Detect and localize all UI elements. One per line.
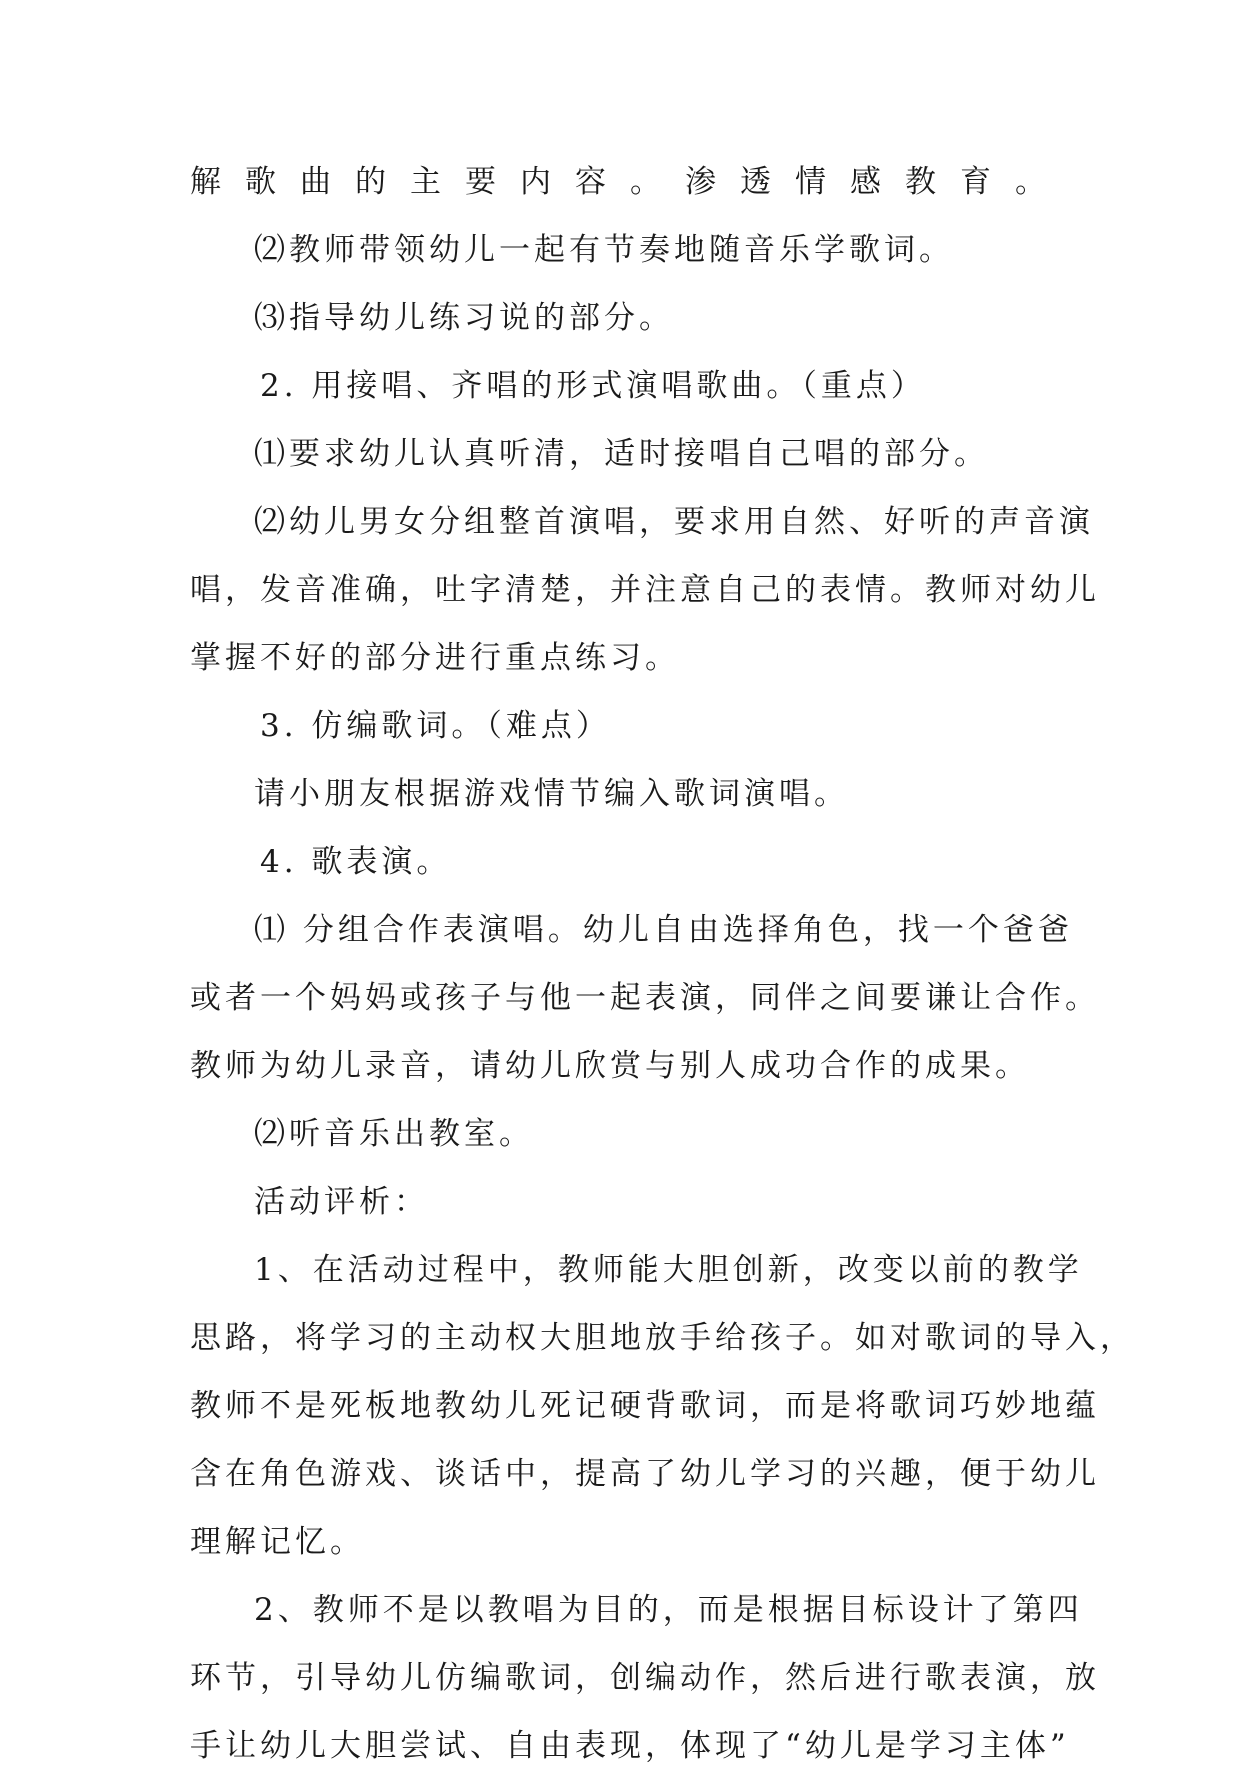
paragraph-line: 2、教师不是以教唱为目的，而是根据目标设计了第四 (254, 1592, 1083, 1628)
list-item-line: ⑴ 分组合作表演唱。幼儿自由选择角色，找一个爸爸 (254, 912, 1073, 948)
paragraph-line: 思路，将学习的主动权大胆地放手给孩子。如对歌词的导入， (190, 1320, 1135, 1356)
subheading: 活动评析： (254, 1184, 429, 1220)
paragraph-line: 理解记忆。 (190, 1524, 365, 1560)
document-body (190, 160, 1135, 1792)
paragraph-line: 含在角色游戏、谈话中，提高了幼儿学习的兴趣，便于幼儿 (190, 1456, 1100, 1492)
paragraph-line: 掌握不好的部分进行重点练习。 (190, 640, 680, 676)
paragraph-line: 环节，引导幼儿仿编歌词，创编动作，然后进行歌表演，放 (190, 1660, 1100, 1696)
list-item-line: ⑵幼儿男女分组整首演唱，要求用自然、好听的声音演 (254, 504, 1094, 540)
paragraph-line: 解歌曲的主要内容。渗透情感教育。 (190, 164, 1050, 200)
paragraph-line: 教师不是死板地教幼儿死记硬背歌词，而是将歌词巧妙地蕴 (190, 1388, 1100, 1424)
list-item-line: ⑴要求幼儿认真听清，适时接唱自己唱的部分。 (254, 436, 989, 472)
list-item-line: ⑶指导幼儿练习说的部分。 (254, 300, 674, 336)
list-item-line: ⑵教师带领幼儿一起有节奏地随音乐学歌词。 (254, 232, 954, 268)
paragraph-line: 1、在活动过程中，教师能大胆创新，改变以前的教学 (254, 1252, 1083, 1288)
section-heading: 3. 仿编歌词。（难点） (260, 708, 611, 744)
section-heading: 2. 用接唱、齐唱的形式演唱歌曲。（重点） (260, 368, 926, 404)
list-item-line: ⑵听音乐出教室。 (254, 1116, 534, 1152)
paragraph-line: 或者一个妈妈或孩子与他一起表演，同伴之间要谦让合作。 (190, 980, 1100, 1016)
paragraph-line: 手让幼儿大胆尝试、自由表现，体现了“幼儿是学习主体” (190, 1728, 1070, 1764)
paragraph-line: 唱，发音准确，吐字清楚，并注意自己的表情。教师对幼儿 (190, 572, 1100, 608)
section-heading: 4. 歌表演。 (260, 844, 452, 880)
paragraph-line: 请小朋友根据游戏情节编入歌词演唱。 (254, 776, 849, 812)
paragraph-line: 教师为幼儿录音，请幼儿欣赏与别人成功合作的成果。 (190, 1048, 1030, 1084)
